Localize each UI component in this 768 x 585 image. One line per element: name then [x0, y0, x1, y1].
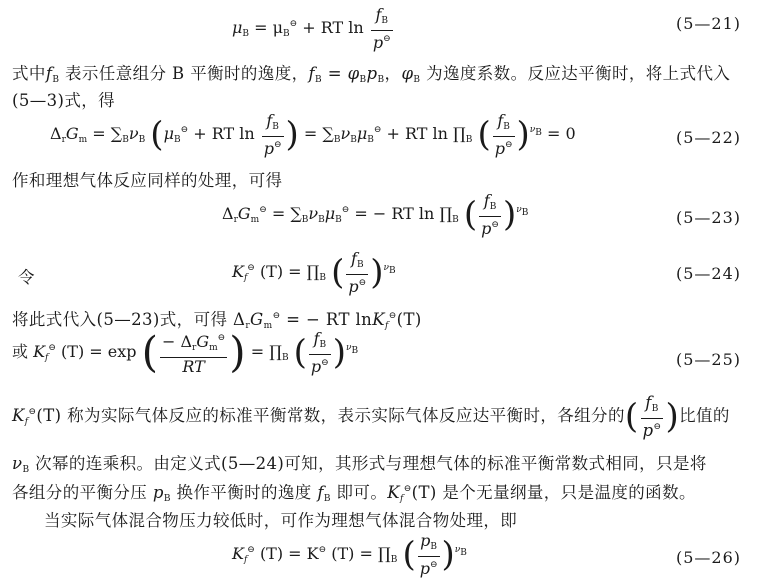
paragraph-line-2: (5—3)式，得 [12, 91, 116, 110]
equation-5-24: $K_f^⊖$ $(T) = \prod_B$ ( $\frac{f_B}{p^⊖}$ )$^{\nu_B}$ [232, 249, 396, 296]
equation-number-5-24: (5—24) [676, 264, 742, 283]
eq22-c: + RT ln [188, 124, 260, 143]
p4-a: 将此式代入(5—23)式，可得 Δ [12, 310, 246, 329]
paragraph-line-6: $\nu_B$ 次幂的连乘积。由定义式(5—24)可知，其形式与理想气体的标准平衡常数式相同，只是将 [12, 454, 707, 475]
p7-b: 换作平衡时的逸度 [170, 483, 318, 502]
eq26-b: (T) = K [259, 544, 319, 563]
equation-number-5-25: (5—25) [676, 350, 742, 369]
eq26-a: K [232, 544, 244, 563]
p1-c: ， [384, 64, 402, 83]
paragraph-line-8: 当实际气体混合物压力较低时，可作为理想气体混合物处理，即 [44, 511, 518, 530]
p4-c: (T) [396, 310, 422, 329]
p7-d: (T) 是个无量纲量，只是温度的函数。 [411, 483, 696, 502]
equation-5-21: $\mu_B = \mu_B^⊖$ + RT ln $\frac{f_B}{p^⊖}$ [232, 5, 391, 52]
equation-number-5-23: (5—23) [676, 208, 742, 227]
eq22-e: + RT ln ∏ [386, 124, 466, 143]
equation-5-22: $\Delta_rG_m = \sum_B\nu_B$ ($\mu_B^⊖$ + RT ln $\frac{f_B}{p^⊖}$ ) = $\sum_B\nu_B\mu_B^⊖$ + RT $\ln \prod_B$ ( $\frac{f_B}{p^⊖}$ )$^{\nu_B}$ = 0 [50, 111, 576, 158]
eq21-lhs: μ [232, 18, 243, 37]
eq23-b: = ∑ [271, 204, 302, 223]
eq21-den: p [372, 33, 384, 52]
equation-5-25: 或 $K_f^⊖$ (T) = exp ( $\frac{- \Delta_rG_m^⊖}{RT}$ ) = $\prod_B$ ( $\frac{f_B}{p^⊖}$ )$^{\nu_B}$ [12, 327, 359, 377]
eq24-a: K [232, 262, 244, 281]
equation-5-23: $\Delta_rG_m^⊖ = \sum_B\nu_B\mu_B^⊖$ = − RT $\ln \prod_B$ ( $\frac{f_B}{p^⊖}$ )$^{\nu_B}$ [222, 191, 529, 238]
p1-a: 式中 [12, 64, 46, 83]
equation-number-5-22: (5—22) [676, 128, 742, 147]
equation-5-26: $K_f^⊖$ (T) = K⊖ $(T) = \prod_B$ ( $\frac{p_B}{p^⊖}$ )$^{\nu_B}$ [232, 531, 467, 578]
equation-number-5-26: (5—26) [676, 548, 742, 567]
paragraph-line-5: $K_f^⊖(T)$ 称为实际气体反应的标准平衡常数，表示实际气体反应达平衡时，各组分的( $\frac{f_B}{p^⊖}$ )比值的 [12, 393, 730, 440]
paragraph-line-3: 作和理想气体反应同样的处理，可得 [12, 171, 283, 190]
eq21-rhs-b: + RT ln [302, 18, 369, 37]
p5-a: (T) 称为实际气体反应的标准平衡常数，表示实际气体反应达平衡时，各组分的 [36, 406, 625, 425]
eq22-b: = ∑ [92, 124, 123, 143]
eq21-rhs-a: = μ [254, 18, 284, 37]
eq21-fraction: $\frac{f_B}{p^⊖}$ [372, 5, 391, 52]
equation-number-5-21: (5—21) [676, 14, 742, 33]
eq24-b: (T) = ∏ [259, 262, 320, 281]
eq25-c: = ∏ [250, 342, 282, 361]
eq25-frac-num: − Δ [161, 332, 193, 351]
paragraph-line-4: 将此式代入(5—23)式，可得 $\Delta_rG_m^⊖$ = − RT lnK$_f$⊖(T) [12, 310, 422, 331]
eq25-frac-den: RT [182, 357, 205, 376]
eq24-prefix: 令 [18, 268, 35, 287]
p4-b: = − RT ln [280, 310, 373, 329]
eq22-d: = ∑ [303, 124, 334, 143]
eq25-a: K [33, 342, 46, 361]
eq21-num: f [375, 5, 382, 24]
p1-d: 为逸度系数。反应达平衡时，将上式代入 [420, 64, 731, 83]
eq22-tail: = 0 [547, 124, 576, 143]
eq22-a: Δ [50, 124, 62, 143]
eq25-prefix: 或 [12, 342, 34, 361]
paragraph-line-1: 式中$f_B$ 表示任意组分 B 平衡时的逸度，$f_B = \varphi_Bp_B$，$\varphi_B$ 为逸度系数。反应达平衡时，将上式代入 [12, 64, 731, 85]
p5-b: 比值的 [679, 406, 730, 425]
eq23-a: Δ [222, 204, 234, 223]
p6: 次幂的连乘积。由定义式(5—24)可知，其形式与理想气体的标准平衡常数式相同，只是将 [29, 454, 707, 473]
eq25-b: (T) = exp [61, 342, 137, 361]
eq26-c: (T) = ∏ [331, 544, 391, 563]
p7-c: 即可。 [330, 483, 388, 502]
paragraph-line-7: 各组分的平衡分压 $p_B$ 换作平衡时的逸度 $f_B$ 即可。$K_f^⊖(T)$ 是个无量纲量，只是温度的函数。 [12, 483, 696, 504]
eq23-c: = − RT ln ∏ [354, 204, 453, 223]
p1-b: 表示任意组分 B 平衡时的逸度， [59, 64, 309, 83]
p7-a: 各组分的平衡分压 [12, 483, 153, 502]
